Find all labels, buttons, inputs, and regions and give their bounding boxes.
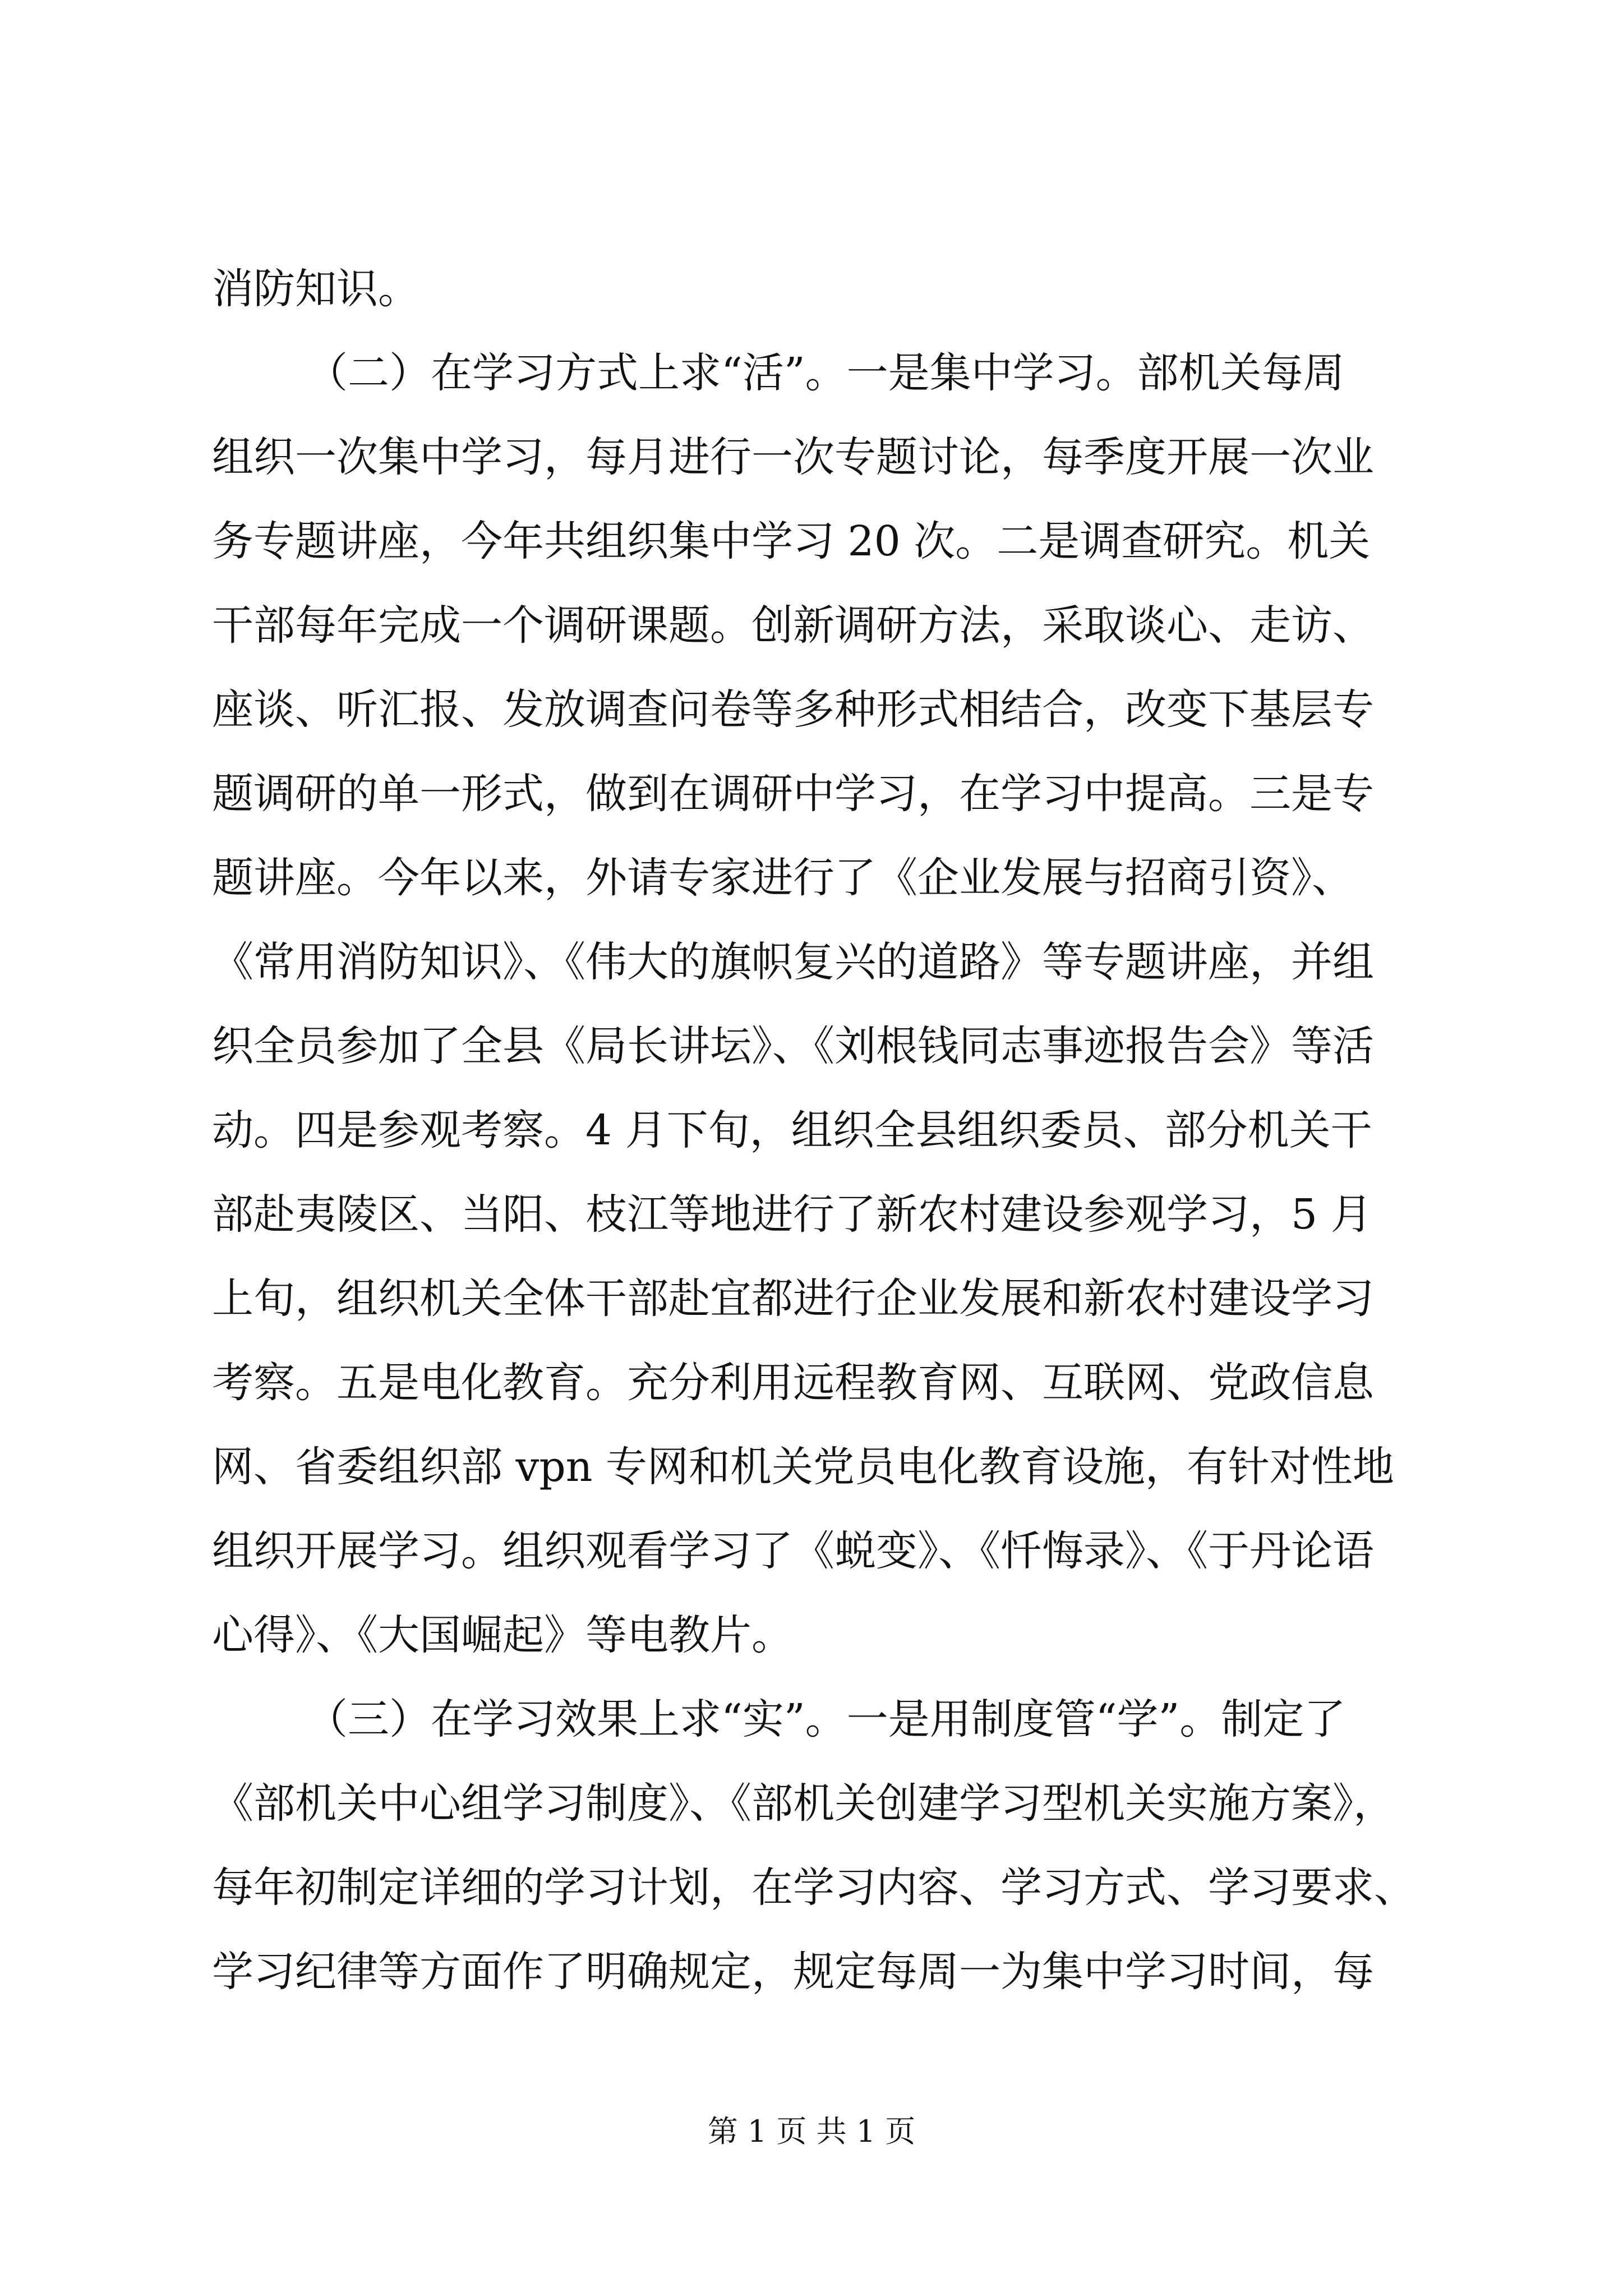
text-line: 上旬，组织机关全体干部赴宜都进行企业发展和新农村建设学习 bbox=[212, 1274, 1374, 1323]
text-line: 网、省委组织部 vpn 专网和机关党员电化教育设施，有针对性地 bbox=[212, 1443, 1394, 1491]
text-line: 学习纪律等方面作了明确规定，规定每周一为集中学习时间，每 bbox=[212, 1948, 1374, 1996]
paragraph-heading-line: （三）在学习效果上求“实”。一是用制度管“学”。制定了 bbox=[306, 1695, 1346, 1743]
text-line: 《常用消防知识》、《伟大的旗帜复兴的道路》等专题讲座，并组 bbox=[212, 938, 1374, 986]
text-line: 题调研的单一形式，做到在调研中学习，在学习中提高。三是专 bbox=[212, 770, 1374, 818]
text-line: 消防知识。 bbox=[212, 265, 419, 313]
text-line: 心得》、《大国崛起》等电教片。 bbox=[212, 1611, 793, 1659]
paragraph-heading-line: （二）在学习方式上求“活”。一是集中学习。部机关每周 bbox=[306, 349, 1345, 397]
text-line: 《部机关中心组学习制度》、《部机关创建学习型机关实施方案》， bbox=[212, 1779, 1395, 1828]
text-line: 座谈、听汇报、发放调查问卷等多种形式相结合，改变下基层专 bbox=[212, 685, 1374, 734]
page-footer: 第 1 页 共 1 页 bbox=[707, 2114, 916, 2149]
text-line: 考察。五是电化教育。充分利用远程教育网、互联网、党政信息 bbox=[212, 1359, 1374, 1407]
document-body bbox=[212, 247, 1415, 2014]
text-line: 部赴夷陵区、当阳、枝江等地进行了新农村建设参观学习，5 月 bbox=[212, 1190, 1372, 1239]
text-line: 题讲座。今年以来，外请专家进行了《企业发展与招商引资》、 bbox=[212, 854, 1353, 902]
text-line: 每年初制定详细的学习计划，在学习内容、学习方式、学习要求、 bbox=[212, 1864, 1415, 1912]
text-line: 动。四是参观考察。4 月下旬，组织全县组织委员、部分机关干 bbox=[212, 1106, 1372, 1154]
text-line: 干部每年完成一个调研课题。创新调研方法，采取谈心、走访、 bbox=[212, 601, 1374, 650]
text-line: 组织一次集中学习，每月进行一次专题讨论，每季度开展一次业 bbox=[212, 433, 1374, 481]
text-line: 织全员参加了全县《局长讲坛》、《刘根钱同志事迹报告会》等活 bbox=[212, 1022, 1374, 1070]
text-line: 组织开展学习。组织观看学习了《蜕变》、《忏悔录》、《于丹论语 bbox=[212, 1527, 1374, 1575]
text-line: 务专题讲座，今年共组织集中学习 20 次。二是调查研究。机关 bbox=[212, 517, 1371, 565]
